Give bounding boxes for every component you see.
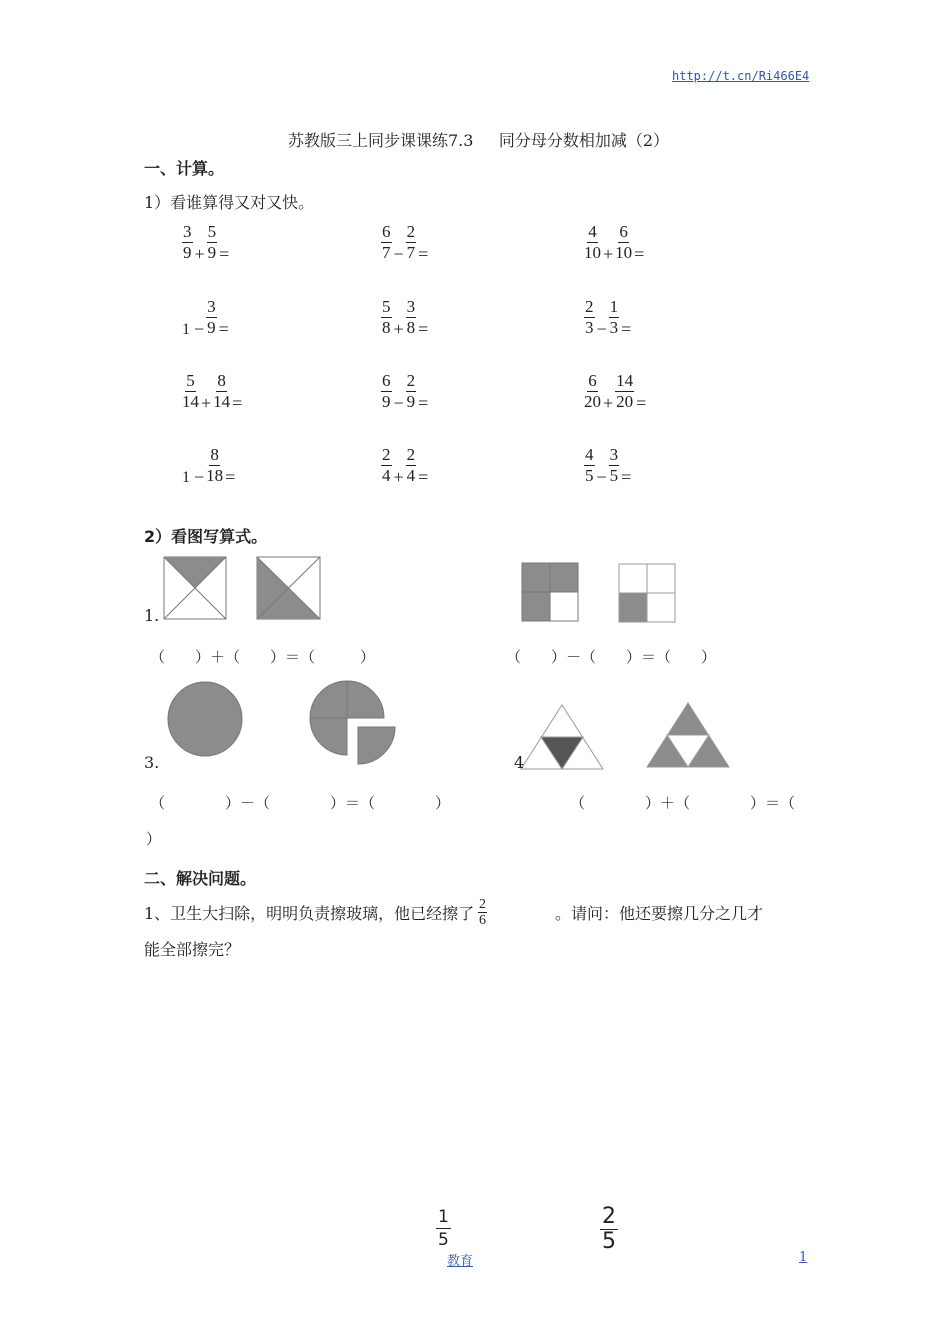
equals-sign: = [621, 467, 632, 487]
answer-line-4[interactable]: （ ）＋（ ）＝（ [570, 794, 796, 812]
calc-problem [584, 445, 633, 486]
question-1 [144, 901, 474, 924]
fraction-a [381, 222, 392, 263]
figure2-grid-b [618, 563, 676, 623]
page-number: 1 [799, 1250, 808, 1265]
question-1-start: 1、卫生大扫除，明明负责擦玻璃，他已经擦了 [144, 904, 475, 923]
fraction-b [406, 445, 417, 486]
answer-line-1[interactable]: （ ）＋（ ）＝（ ） [150, 648, 376, 666]
numerator: 2 [406, 371, 416, 390]
denominator: 9 [207, 318, 216, 337]
fraction-b [213, 371, 230, 412]
footer-frac1-num: 1 [438, 1207, 449, 1227]
denominator: 5 [609, 466, 619, 485]
operator: − [393, 393, 404, 413]
whole-number: 1 [182, 320, 190, 338]
footer-frac2-den: 5 [602, 1229, 616, 1254]
numerator: 5 [186, 371, 195, 390]
fraction-a [381, 445, 392, 486]
fraction-b [609, 445, 620, 486]
answer-line-2[interactable]: （ ）－（ ）＝（ ） [506, 648, 717, 666]
numerator: 2 [406, 445, 416, 464]
calc-problem [182, 445, 237, 486]
equals-sign: = [636, 393, 647, 413]
fraction-a [182, 222, 193, 263]
denominator: 5 [585, 466, 594, 485]
figure3-label: 3. [144, 753, 160, 772]
footer-fraction-2 [600, 1205, 618, 1254]
denominator: 4 [382, 466, 391, 485]
fraction-a [381, 297, 392, 338]
denominator: 10 [584, 243, 601, 262]
fraction-a [381, 371, 392, 412]
operator: + [603, 244, 614, 264]
fraction-b [615, 222, 632, 263]
equals-sign: = [218, 319, 229, 339]
answer-line-3[interactable]: （ ）－（ ）＝（ ） [150, 794, 451, 812]
numerator: 1 [609, 297, 619, 316]
operator: − [194, 319, 205, 339]
denominator: 7 [406, 243, 416, 262]
denominator: 3 [609, 318, 619, 337]
equals-sign: = [634, 244, 645, 264]
denominator: 20 [584, 392, 601, 411]
part2-label: 2）看图写算式。 [144, 527, 268, 546]
equals-sign: = [232, 393, 243, 413]
denominator: 14 [213, 392, 231, 411]
calc-problem [584, 222, 646, 263]
calc-problem [381, 222, 430, 263]
denominator: 9 [382, 392, 391, 411]
whole-number: 1 [182, 468, 190, 486]
denominator: 9 [207, 243, 217, 262]
operator: + [201, 393, 212, 413]
numerator: 4 [585, 445, 594, 464]
numerator: 2 [406, 222, 416, 241]
operator: − [596, 467, 607, 487]
numerator: 5 [207, 222, 217, 241]
denominator: 8 [406, 318, 416, 337]
fraction-b [206, 445, 223, 486]
header-url[interactable]: http://t.cn/Ri466E4 [672, 69, 810, 83]
numerator: 3 [207, 297, 216, 316]
fraction-b [609, 297, 620, 338]
numerator: 3 [183, 222, 192, 241]
calc-problem [182, 371, 244, 412]
denominator: 20 [616, 392, 634, 411]
answer-line-4-wrap: ） [146, 830, 162, 848]
operator: − [194, 467, 205, 487]
denominator: 8 [382, 318, 391, 337]
section1-heading: 一、计算。 [144, 159, 225, 178]
question-1-line2: 能全部擦完？ [144, 940, 241, 959]
denominator: 14 [182, 392, 199, 411]
fraction-a [584, 222, 601, 263]
fraction-a [584, 445, 595, 486]
part1-label: 1）看谁算得又对又快。 [144, 193, 315, 212]
numerator: 3 [406, 297, 416, 316]
fraction-a [584, 297, 595, 338]
numerator: 3 [609, 445, 619, 464]
calc-problem [381, 371, 430, 412]
fraction-b [207, 222, 218, 263]
calc-problem [182, 222, 231, 263]
calc-problem [381, 445, 430, 486]
figure4-label: 4 [514, 753, 525, 772]
fraction-a [182, 371, 199, 412]
numerator: 4 [588, 222, 597, 241]
question-1-fraction [478, 897, 487, 928]
numerator: 6 [619, 222, 628, 241]
equals-sign: = [418, 244, 429, 264]
operator: + [603, 393, 614, 413]
numerator: 6 [382, 371, 391, 390]
numerator: 8 [210, 445, 219, 464]
question-1-end: 。请问：他还要擦几分之几才 [555, 904, 764, 923]
fraction-b [406, 371, 417, 412]
numerator: 8 [217, 371, 226, 390]
equals-sign: = [621, 319, 632, 339]
section2-heading: 二、解决问题。 [144, 869, 257, 888]
denominator: 18 [206, 466, 224, 485]
question-1-frac-den: 6 [479, 913, 486, 928]
operator: + [194, 244, 205, 264]
numerator: 2 [382, 445, 391, 464]
numerator: 6 [588, 371, 597, 390]
figure1-label: 1. [144, 606, 160, 625]
operator: − [596, 319, 607, 339]
fraction-b [206, 297, 217, 338]
fraction-b [615, 371, 634, 412]
figure3-full-circle [165, 680, 245, 760]
equals-sign: = [219, 244, 230, 264]
doc-title: 苏教版三上同步课课练7.3 同分母分数相加减（2） [288, 131, 670, 150]
numerator: 14 [616, 371, 634, 390]
operator: + [393, 319, 404, 339]
calc-problem [584, 371, 648, 412]
numerator: 6 [382, 222, 391, 241]
fraction-b [406, 297, 417, 338]
question-1-frac-num: 2 [479, 897, 486, 912]
denominator: 9 [406, 392, 416, 411]
equals-sign: = [418, 319, 429, 339]
numerator: 5 [382, 297, 391, 316]
equals-sign: = [418, 467, 429, 487]
figure4-triangle-a [519, 703, 605, 771]
operator: − [393, 244, 404, 264]
fraction-a [584, 371, 601, 412]
figure3-partial-circle [308, 678, 398, 768]
denominator: 9 [183, 243, 192, 262]
equals-sign: = [225, 467, 236, 487]
denominator: 7 [382, 243, 391, 262]
numerator: 2 [585, 297, 594, 316]
fraction-b [406, 222, 417, 263]
calc-problem [584, 297, 633, 338]
figure1-square-b [256, 556, 322, 620]
footer-frac2-num: 2 [602, 1204, 616, 1229]
calc-problem [381, 297, 430, 338]
footer-frac1-den: 5 [438, 1230, 449, 1250]
denominator: 10 [615, 243, 633, 262]
figure1-square-a [163, 556, 227, 620]
equals-sign: = [418, 393, 429, 413]
footer-link[interactable]: 教育 [447, 1254, 474, 1269]
footer-fraction-1 [436, 1206, 451, 1251]
figure2-grid-a [521, 562, 579, 622]
denominator: 4 [406, 466, 416, 485]
operator: + [393, 467, 404, 487]
calc-problem [182, 297, 231, 338]
denominator: 3 [585, 318, 594, 337]
figure4-triangle-b [645, 701, 731, 769]
